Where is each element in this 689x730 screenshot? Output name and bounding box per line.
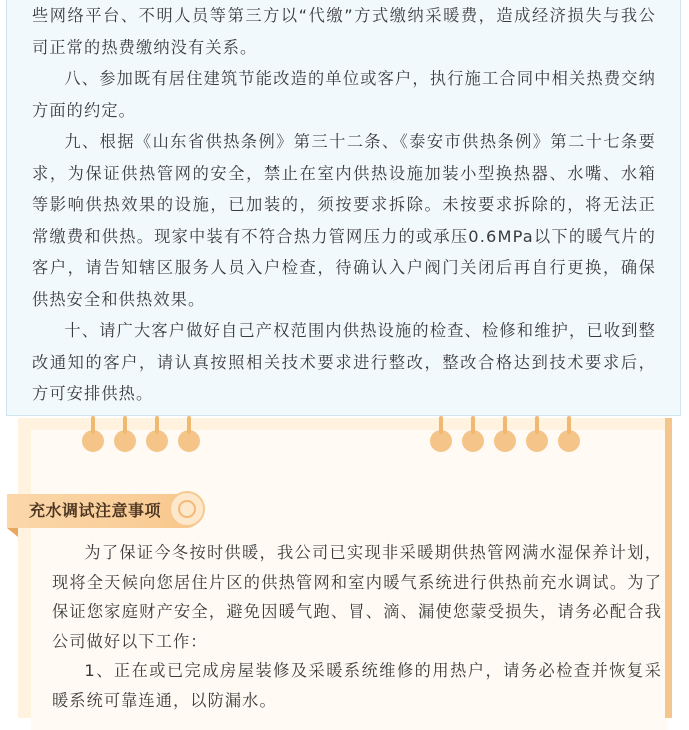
binder-ring-icon: [430, 430, 452, 452]
binder-ring-icon: [526, 430, 548, 452]
binder-ring-icon: [178, 430, 200, 452]
binder-ring-icon: [114, 430, 136, 452]
notebook-edge: [665, 418, 672, 718]
paragraph-item-1: 1、正在或已完成房屋装修及采暖系统维修的用热户，请务必检查并恢复采暖系统可靠连通，以防漏水。: [52, 661, 662, 710]
binder-rings-right: [430, 430, 580, 452]
binder-ring-icon: [82, 430, 104, 452]
paragraph-item-10: 十、请广大客户做好自己产权范围内供热设施的检查、检修和维护，已收到整改通知的客户，请认真按照相关技术要求进行整改，整改合格达到技术要求后，方可安排供热。: [32, 321, 656, 403]
circle-badge-icon: [169, 491, 205, 527]
section-title: 充水调试注意事项: [29, 501, 162, 520]
binder-ring-icon: [146, 430, 168, 452]
notice-card: [6, 0, 681, 416]
paragraph-intro: 为了保证今冬按时供暖，我公司已实现非采暖期供热管网满水湿保养计划，现将全天候向您居住片区的供热管网和室内暖气系统进行供热前充水调试。为了保证您家庭财产安全，避免因暖气跑、冒、滴、漏使您蒙受损失，请务必配合我公司做好以下工作：: [52, 543, 662, 651]
binder-ring-icon: [462, 430, 484, 452]
paragraph-item-9: 九、根据《山东省供热条例》第三十二条、《泰安市供热条例》第二十七条要求，为保证供热管网的安全，禁止在室内供热设施加装小型换热器、水嘴、水箱等影响供热效果的设施，已加装的，须按要求拆除。未按要求拆除的，将无法正常缴费和供热。现家中装有不符合热力管网压力的或承压0.6MPa以下的暖气片的客户，请告知辖区服务人员入户检查，待确认入户阀门关闭后再自行更换，确保供热安全和供热效果。: [32, 132, 656, 309]
section-body: [52, 538, 662, 715]
binder-rings-left: [82, 430, 200, 452]
section-title-tag: [7, 494, 203, 528]
paragraph-item-8: 八、参加既有居住建筑节能改造的单位或客户，执行施工合同中相关热费交纳方面的约定。: [32, 69, 656, 120]
binder-ring-icon: [558, 430, 580, 452]
binder-ring-icon: [494, 430, 516, 452]
paragraph-continuation: 些网络平台、不明人员等第三方以“代缴”方式缴纳采暖费，造成经济损失与我公司正常的热费缴纳没有关系。: [32, 6, 656, 57]
